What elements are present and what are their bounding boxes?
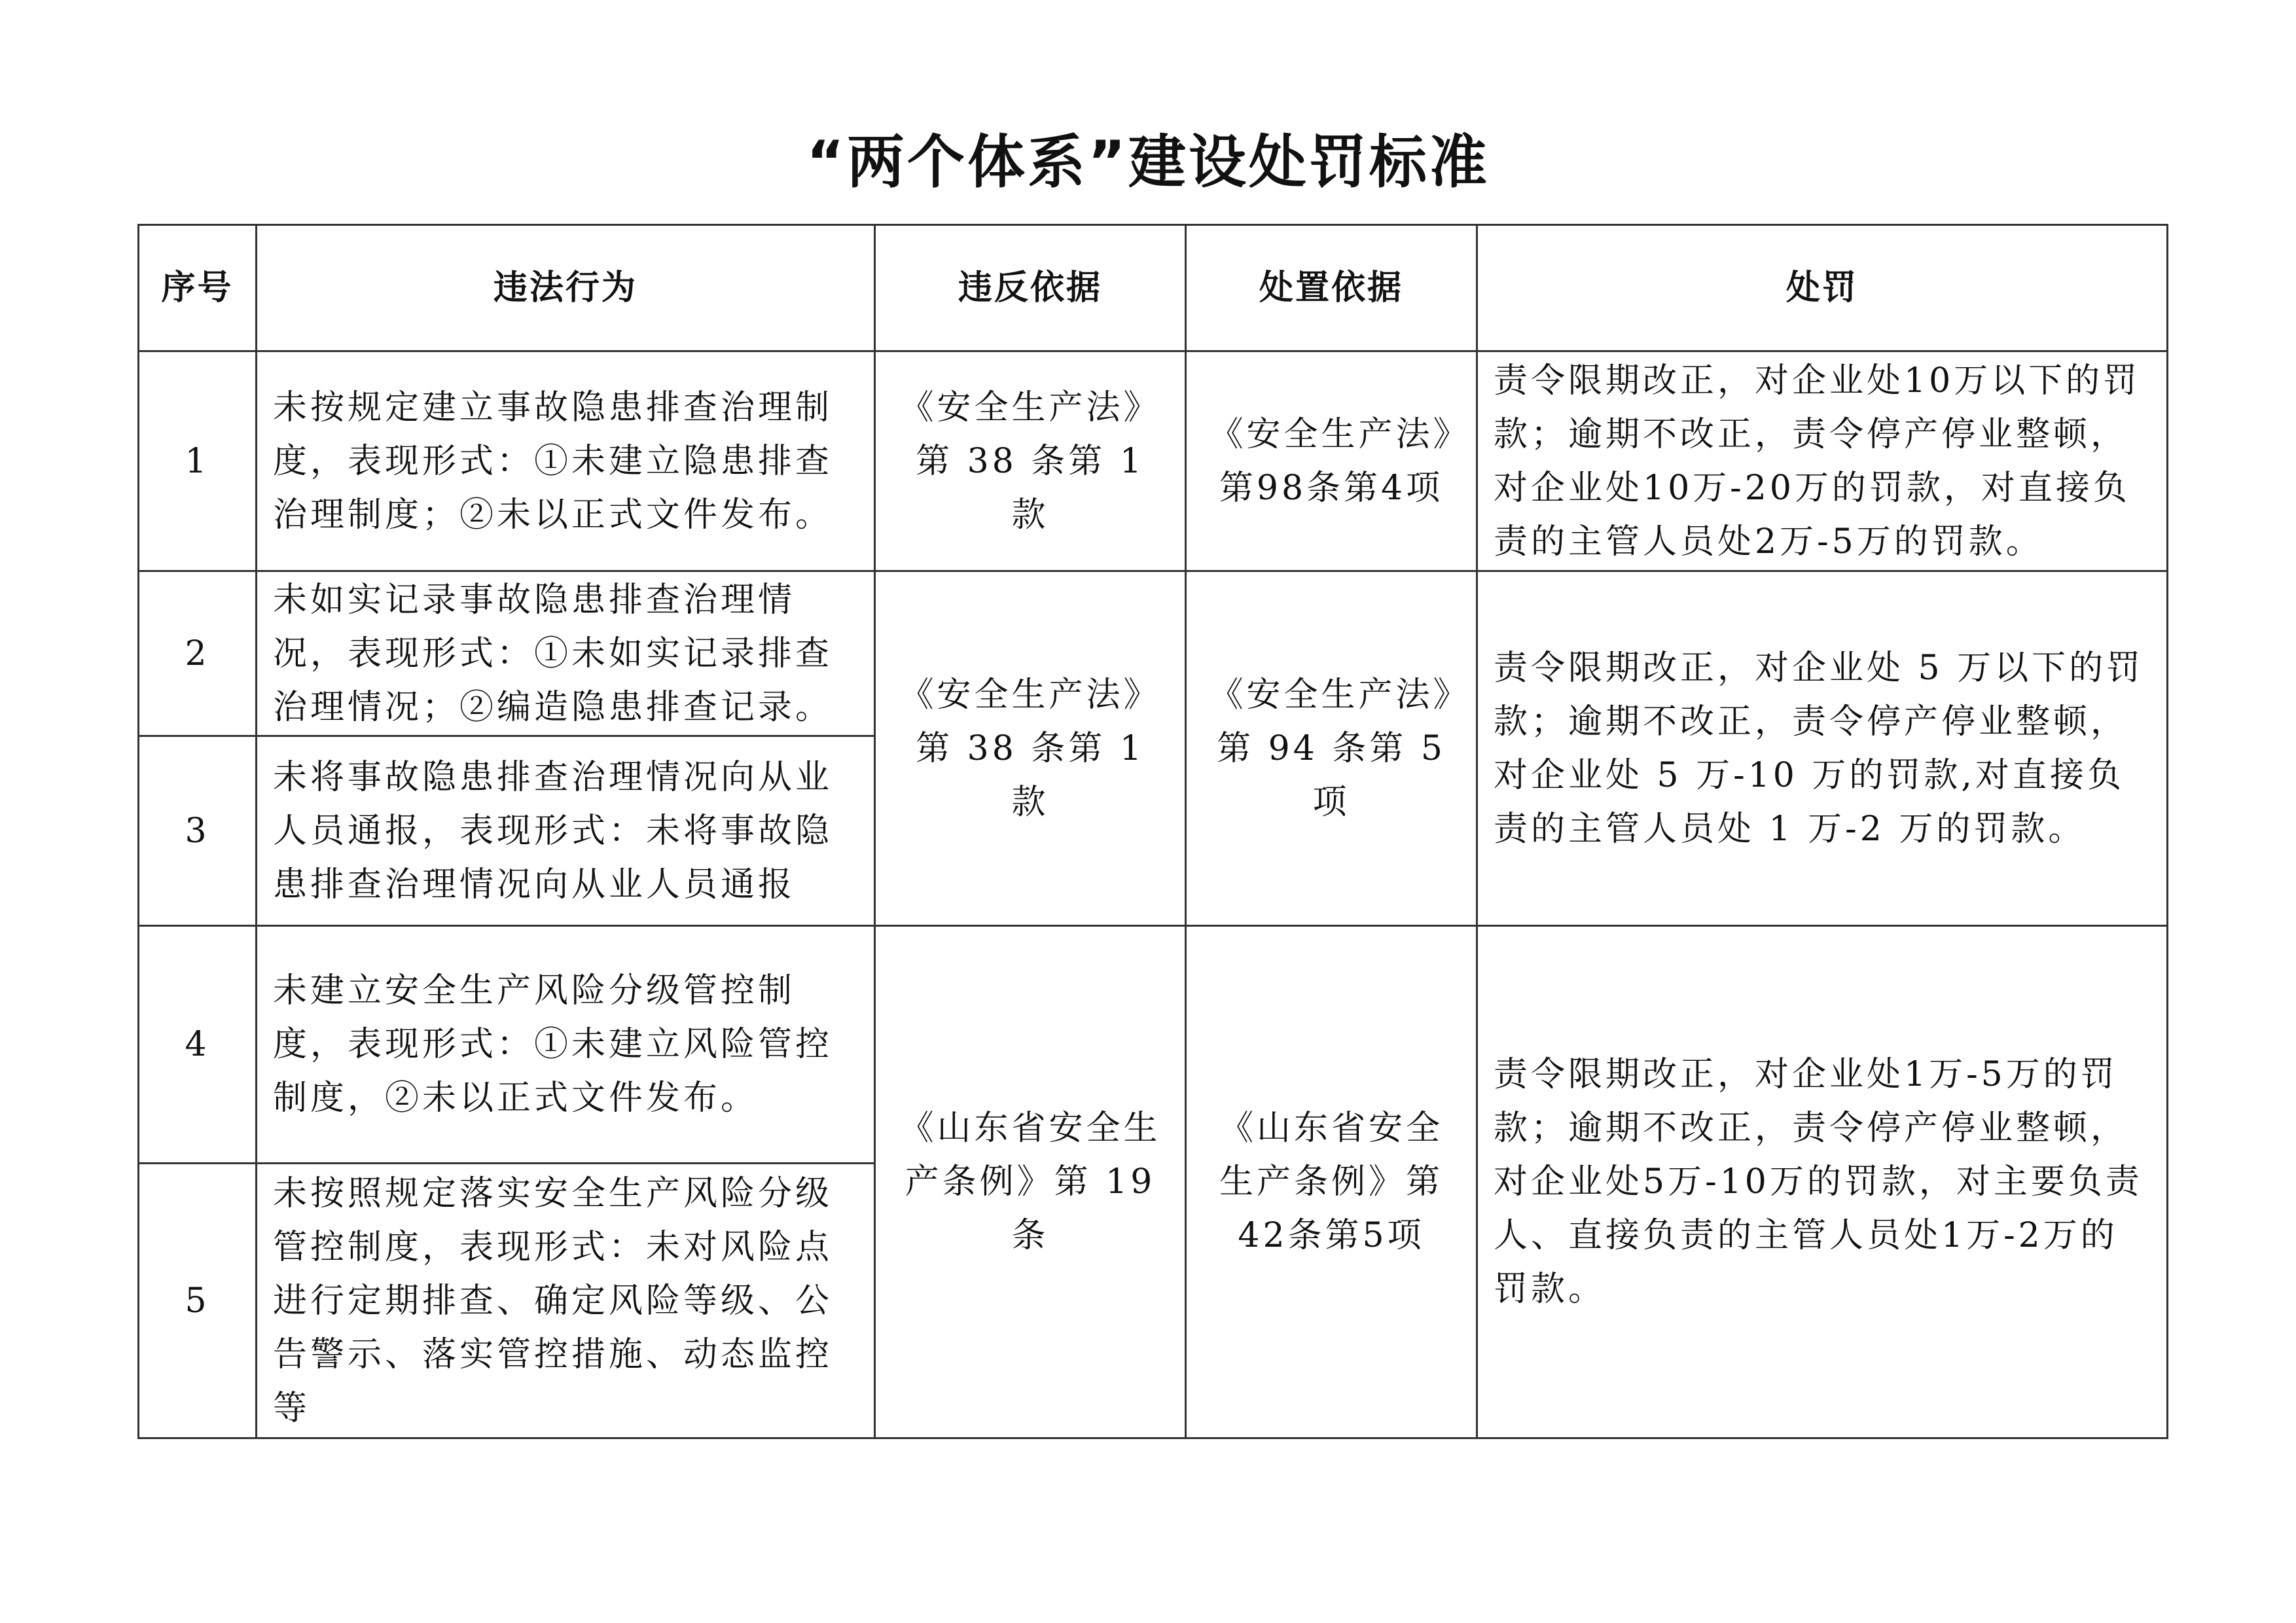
handling-basis: 《安全生产法》第98条第4项 xyxy=(1186,351,1477,571)
page-title: “两个体系”建设处罚标准 xyxy=(806,128,1490,196)
table-row xyxy=(139,571,2168,736)
handling-basis: 《安全生产法》第 94 条第 5 项 xyxy=(1186,571,1477,926)
row-seq: 3 xyxy=(139,736,257,926)
penalty-text: 责令限期改正，对企业处 5 万以下的罚款；逾期不改正，责令停产停业整顿，对企业处 5 万-10 万的罚款,对直接负责的主管人员处 1 万-2 万的罚款。 xyxy=(1477,571,2168,926)
row-seq: 5 xyxy=(139,1164,257,1438)
penalty-table xyxy=(137,224,2168,1439)
violation-basis: 《山东省安全生产条例》第 19 条 xyxy=(875,926,1186,1438)
penalty-text: 责令限期改正，对企业处10万以下的罚款；逾期不改正，责令停产停业整顿，对企业处10万-20万的罚款，对直接负责的主管人员处2万-5万的罚款。 xyxy=(1477,351,2168,571)
table-header-row xyxy=(139,225,2168,351)
penalty-text: 责令限期改正，对企业处1万-5万的罚款；逾期不改正，责令停产停业整顿，对企业处5万-10万的罚款，对主要负责人、直接负责的主管人员处1万-2万的罚款。 xyxy=(1477,926,2168,1438)
table-row xyxy=(139,351,2168,571)
row-seq: 2 xyxy=(139,571,257,736)
header-penalty: 处罚 xyxy=(1477,225,2168,351)
header-seq: 序号 xyxy=(139,225,257,351)
violation-basis: 《安全生产法》第 38 条第 1 款 xyxy=(875,351,1186,571)
row-act: 未建立安全生产风险分级管控制度，表现形式：①未建立风险管控制度，②未以正式文件发布。 xyxy=(257,926,875,1164)
header-act: 违法行为 xyxy=(257,225,875,351)
row-seq: 1 xyxy=(139,351,257,571)
row-seq: 4 xyxy=(139,926,257,1164)
row-act: 未按规定建立事故隐患排查治理制度，表现形式：①未建立隐患排查治理制度；②未以正式文件发布。 xyxy=(257,351,875,571)
row-act: 未如实记录事故隐患排查治理情况，表现形式：①未如实记录排查治理情况；②编造隐患排查记录。 xyxy=(257,571,875,736)
violation-basis: 《安全生产法》第 38 条第 1 款 xyxy=(875,571,1186,926)
header-handling: 处置依据 xyxy=(1186,225,1477,351)
table-row xyxy=(139,926,2168,1164)
header-violation: 违反依据 xyxy=(875,225,1186,351)
handling-basis: 《山东省安全生产条例》第42条第5项 xyxy=(1186,926,1477,1438)
row-act: 未将事故隐患排查治理情况向从业人员通报，表现形式：未将事故隐患排查治理情况向从业人员通报 xyxy=(257,736,875,926)
row-act: 未按照规定落实安全生产风险分级管控制度，表现形式：未对风险点进行定期排查、确定风险等级、公告警示、落实管控措施、动态监控等 xyxy=(257,1164,875,1438)
